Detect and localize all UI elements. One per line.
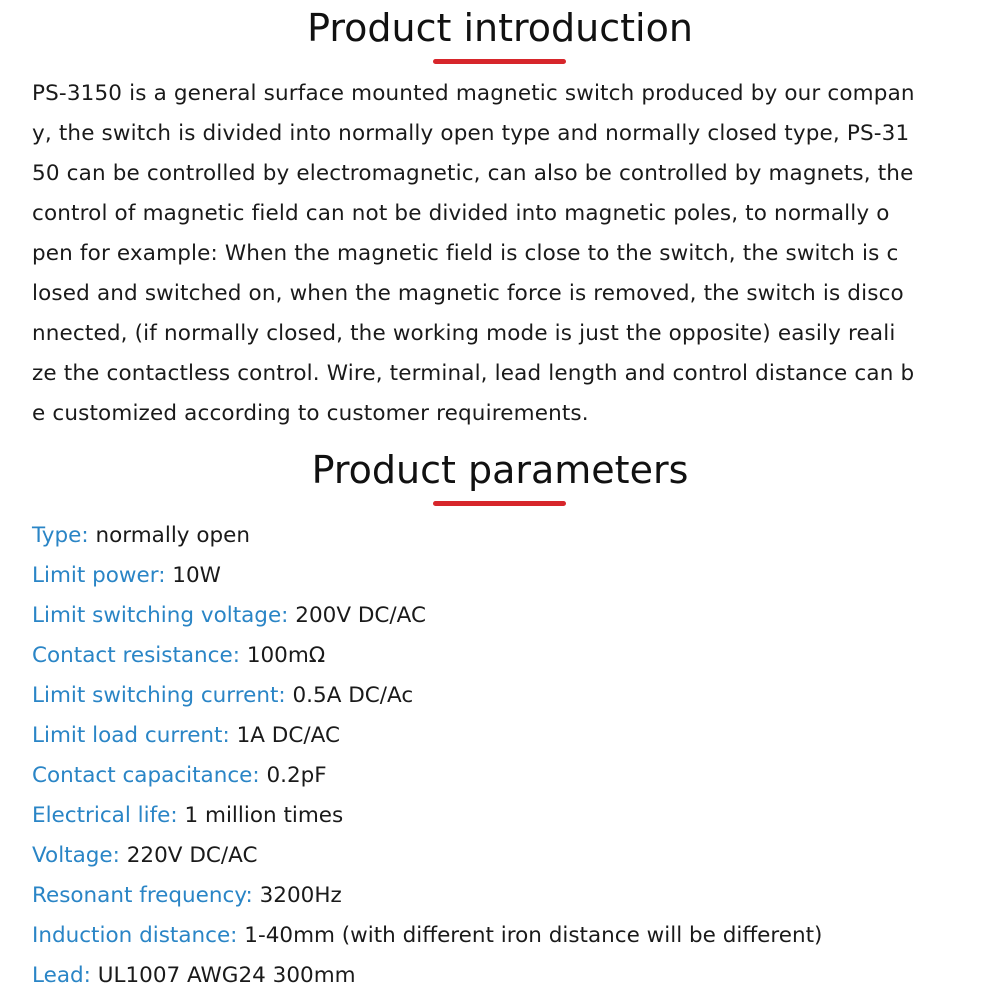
param-electrical-life — [32, 796, 977, 836]
param-value: 0.5A DC/Ac — [292, 683, 414, 708]
param-label: Contact capacitance: — [32, 763, 260, 788]
param-value: 0.2pF — [266, 763, 327, 788]
param-label: Limit switching voltage: — [32, 603, 289, 628]
intro-heading-underline — [433, 59, 566, 64]
intro-line: losed and switched on, when the magnetic force is removed, the switch is disco — [32, 281, 904, 306]
intro-line: PS-3150 is a general surface mounted magnetic switch produced by our compan — [32, 81, 915, 106]
param-value: 220V DC/AC — [126, 843, 258, 868]
param-voltage — [32, 836, 977, 876]
param-value: 1 million times — [184, 803, 344, 828]
param-limit-switching-current — [32, 676, 977, 716]
param-label: Type: — [32, 523, 89, 548]
param-label: Electrical life: — [32, 803, 178, 828]
param-value: 1-40mm (with different iron distance will be different) — [244, 923, 823, 948]
intro-line: pen for example: When the magnetic field is close to the switch, the switch is c — [32, 241, 899, 266]
param-label: Voltage: — [32, 843, 120, 868]
intro-line: e customized according to customer requirements. — [32, 401, 589, 426]
param-value: UL1007 AWG24 300mm — [97, 963, 356, 988]
param-limit-load-current — [32, 716, 977, 756]
intro-line: control of magnetic field can not be divided into magnetic poles, to normally o — [32, 201, 890, 226]
param-value: 100mΩ — [246, 643, 326, 668]
param-value: 10W — [172, 563, 221, 588]
intro-line: y, the switch is divided into normally open type and normally closed type, PS-31 — [32, 121, 910, 146]
param-resonant-frequency — [32, 876, 977, 916]
param-value: 3200Hz — [259, 883, 342, 908]
params-heading-underline — [433, 501, 566, 506]
param-label: Limit load current: — [32, 723, 230, 748]
param-label: Resonant frequency: — [32, 883, 253, 908]
param-lead — [32, 956, 977, 996]
param-label: Lead: — [32, 963, 91, 988]
param-type — [32, 516, 977, 556]
intro-paragraph — [32, 74, 977, 434]
param-limit-switching-voltage — [32, 596, 977, 636]
parameter-list — [32, 516, 977, 996]
param-value: normally open — [95, 523, 251, 548]
intro-line: nnected, (if normally closed, the working mode is just the opposite) easily reali — [32, 321, 896, 346]
intro-heading: Product introduction — [307, 6, 693, 50]
param-contact-capacitance — [32, 756, 977, 796]
param-label: Limit power: — [32, 563, 166, 588]
param-contact-resistance — [32, 636, 977, 676]
param-value: 200V DC/AC — [295, 603, 427, 628]
param-induction-distance — [32, 916, 977, 956]
param-value: 1A DC/AC — [236, 723, 340, 748]
params-heading: Product parameters — [311, 448, 689, 492]
param-label: Contact resistance: — [32, 643, 240, 668]
intro-line: ze the contactless control. Wire, terminal, lead length and control distance can b — [32, 361, 915, 386]
param-limit-power — [32, 556, 977, 596]
param-label: Limit switching current: — [32, 683, 286, 708]
param-label: Induction distance: — [32, 923, 238, 948]
intro-line: 50 can be controlled by electromagnetic, can also be controlled by magnets, the — [32, 161, 914, 186]
